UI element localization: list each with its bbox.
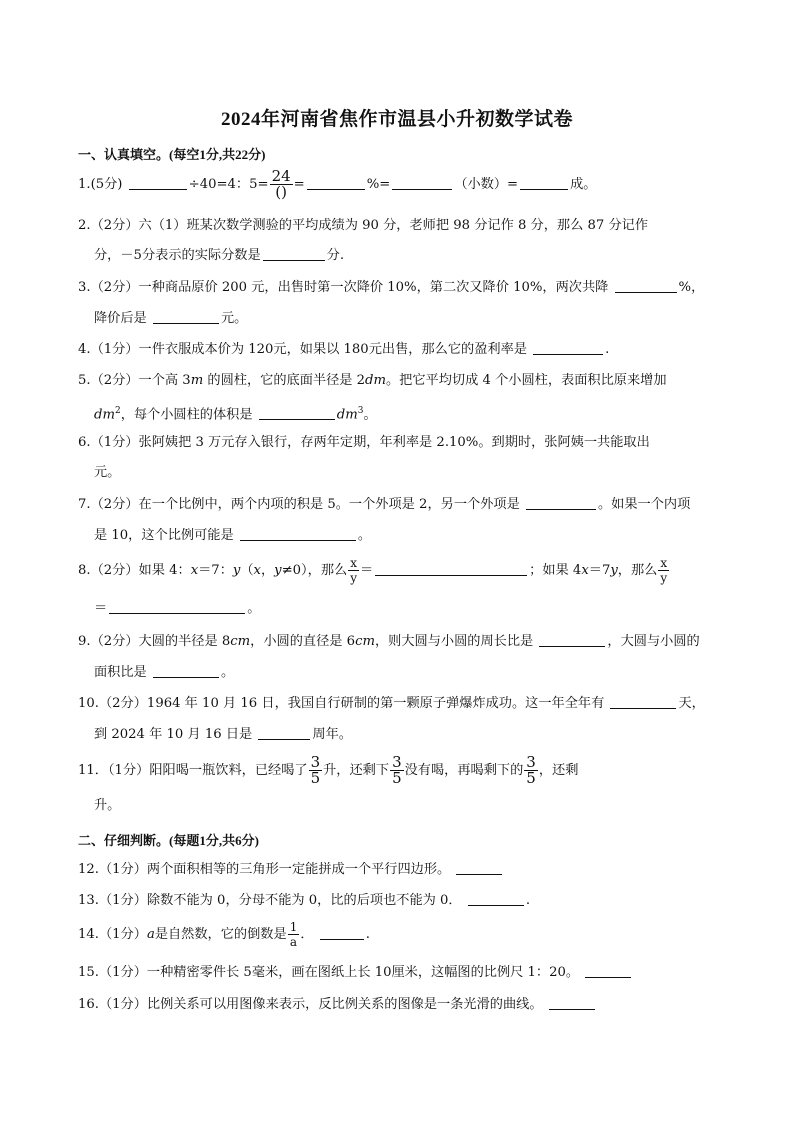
answer-blank[interactable]	[456, 860, 502, 875]
answer-blank[interactable]	[259, 405, 335, 420]
question-1: 1.(5分) ÷40=4：5= $\frac{24}{()}$ = %= （小数）= 成。	[78, 167, 597, 201]
question-10-line-2: 到 2024 年 10 月 16 日是 周年。	[94, 727, 352, 742]
answer-blank[interactable]	[109, 599, 245, 614]
answer-blank[interactable]	[615, 278, 677, 293]
question-11-line-2: 升。	[94, 798, 121, 813]
question-9: 9.（2分）大圆的半径是 8cm，小圆的直径是 6cm，则大圆与小圆的周长比是 ，大圆与小圆的	[78, 634, 700, 649]
answer-blank[interactable]	[539, 632, 605, 647]
question-5-line-2: $dm^2$，每个小圆柱的体积是 $dm^3$。	[94, 406, 377, 423]
answer-blank[interactable]	[320, 925, 364, 940]
answer-blank[interactable]	[585, 963, 631, 978]
question-6-line-2: 元。	[94, 465, 121, 480]
fraction: $\frac{x}{y}$	[660, 556, 668, 585]
answer-blank[interactable]	[307, 175, 365, 190]
answer-blank[interactable]	[392, 175, 452, 190]
question-13: 13.（1分）除数不能为 0，分母不能为 0，比的后项也不能为 0． .	[78, 893, 531, 908]
question-9-line-2: 面积比是 。	[94, 665, 235, 680]
fraction: $\frac{1}{a}$	[289, 920, 298, 949]
answer-blank[interactable]	[153, 663, 219, 678]
question-14: 14.（1分）a是自然数，它的倒数是 $\frac{1}{a}$ ． .	[78, 920, 370, 949]
answer-blank[interactable]	[520, 175, 568, 190]
section-heading-judgement: 二、仔细判断。(每题1分,共6分)	[78, 833, 259, 848]
question-15: 15.（1分）一种精密零件长 5毫米，画在图纸上长 10厘米，这幅图的比例尺 1：20。	[78, 956, 720, 989]
question-16: 16.（1分）比例关系可以用图像来表示，反比例关系的图像是一条光滑的曲线。	[78, 988, 720, 1021]
answer-blank[interactable]	[153, 309, 219, 324]
answer-blank[interactable]	[549, 995, 595, 1010]
fraction: $\frac{3}{5}$	[526, 753, 536, 787]
fraction: $\frac{3}{5}$	[310, 753, 321, 787]
page-title: 2024年河南省焦作市温县小升初数学试卷	[220, 109, 573, 130]
answer-blank[interactable]	[468, 891, 524, 906]
question-5: 5.（2分）一个高 3m 的圆柱，它的底面半径是 2dm。把它平均切成 4 个小圆柱，表面积比原来增加	[78, 373, 667, 388]
question-7-line-2: 是 10，这个比例可能是 。	[94, 528, 372, 543]
question-7: 7.（2分）在一个比例中，两个内项的积是 5。一个外项是 2，另一个外项是 。如果一个内项	[78, 497, 691, 512]
question-6: 6.（1分）张阿姨把 3 万元存入银行，存两年定期，年利率是 2.10%。到期时，张阿姨一共能取出	[78, 435, 650, 450]
answer-blank[interactable]	[526, 495, 596, 510]
question-12: 12.（1分）两个面积相等的三角形一定能拼成一个平行四边形。	[78, 853, 720, 886]
question-2: 2.（2分）六（1）班某次数学测验的平均成绩为 90 分，老师把 98 分记作 8 分，那么 87 分记作	[78, 218, 649, 233]
answer-blank[interactable]	[375, 561, 527, 576]
answer-blank[interactable]	[240, 526, 356, 541]
answer-blank[interactable]	[533, 340, 603, 355]
fraction: $\frac{24}{()}$	[271, 167, 291, 201]
answer-blank[interactable]	[258, 725, 310, 740]
answer-blank[interactable]	[263, 246, 325, 261]
fraction: $\frac{x}{y}$	[350, 556, 357, 585]
question-3-line-2: 降价后是 元。	[94, 311, 248, 326]
question-8-line-2: ＝ 。	[94, 601, 261, 616]
fraction: $\frac{3}{5}$	[392, 753, 402, 787]
question-4: 4.（1分）一件衣服成本价为 120元，如果以 180元出售，那么它的盈利率是 .	[78, 342, 610, 357]
question-2-line-2: 分，－5分表示的实际分数是 分.	[94, 248, 345, 263]
question-11: 11．（1分）阳阳喝一瓶饮料，已经喝了 $\frac{3}{5}$ 升，还剩下 $\frac{3}{5}$ 没有喝，再喝剩下的 $\frac{3}{5}$ ，还剩	[78, 753, 579, 787]
answer-blank[interactable]	[610, 694, 676, 709]
question-3: 3.（2分）一种商品原价 200 元，出售时第一次降价 10%，第二次又降价 10%，两次共降 %，	[78, 280, 705, 295]
question-10: 10.（2分）1964 年 10 月 16 日，我国自行研制的第一颗原子弹爆炸成功。这一年全年有 天，	[78, 696, 705, 711]
question-8: 8.（2分）如果 4：x＝7：y（x，y≠0），那么 $\frac{x}{y}$ ＝ ；如果 4x＝7y，那么 $\frac{x}{y}$	[78, 556, 668, 585]
section-heading-fill-in: 一、认真填空。(每空1分,共22分)	[78, 147, 266, 162]
answer-blank[interactable]	[129, 175, 187, 190]
